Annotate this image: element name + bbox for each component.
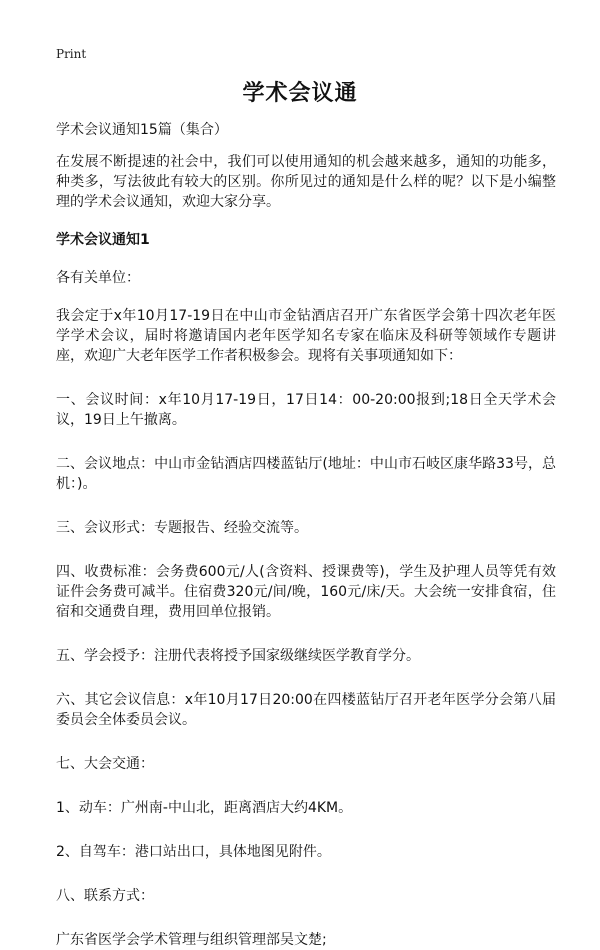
list-item: 六、其它会议信息：x年10月17日20:00在四楼蓝钻厅召开老年医学分会第八届委员会全体委员会议。 [56, 692, 556, 728]
list-item: 2、自驾车：港口站出口，具体地图见附件。 [56, 844, 331, 860]
list-item: 1、动车：广州南-中山北，距离酒店大约4KM。 [56, 800, 353, 816]
list-item: 七、大会交通： [56, 756, 154, 772]
body-intro-paragraph: 我会定于x年10月17-19日在中山市金钻酒店召开广东省医学会第十四次老年医学学术会议，届时将邀请国内老年医学知名专家在临床及科研等领域作专题讲座，欢迎广大老年医学工作者积极参会。现将有关事项通知如下： [56, 308, 556, 364]
list-item: 一、会议时间：x年10月17-19日，17日14：00-20:00报到;18日全天学术会议，19日上午撤离。 [56, 392, 556, 428]
list-item: 三、会议形式：专题报告、经验交流等。 [56, 520, 308, 536]
page-title: 学术会议通 [242, 81, 358, 106]
greeting-text: 各有关单位： [56, 270, 140, 286]
list-item: 二、会议地点：中山市金钻酒店四楼蓝钻厅(地址：中山市石岐区康华路33号，总机：)。 [56, 456, 556, 492]
section-heading: 学术会议通知1 [56, 232, 150, 248]
intro-paragraph: 在发展不断提速的社会中，我们可以使用通知的机会越来越多，通知的功能多，种类多，写法彼此有较大的区别。你所见过的通知是什么样的呢？以下是小编整理的学术会议通知，欢迎大家分享。 [56, 154, 556, 210]
print-label: Print [56, 47, 87, 61]
list-item: 广东省医学会学术管理与组织管理部吴文楚; [56, 932, 327, 948]
list-item: 八、联系方式： [56, 888, 154, 904]
document-content [56, 120, 556, 950]
list-item: 五、学会授予：注册代表将授予国家级继续医学教育学分。 [56, 648, 420, 664]
list-item: 四、收费标准：会务费600元/人(含资料、授课费等)，学生及护理人员等凭有效证件会务费可减半。住宿费320元/间/晚，160元/床/天。大会统一安排食宿，住宿和交通费自理，费用回单位报销。 [56, 564, 556, 620]
document-subtitle: 学术会议通知15篇（集合） [56, 122, 228, 138]
